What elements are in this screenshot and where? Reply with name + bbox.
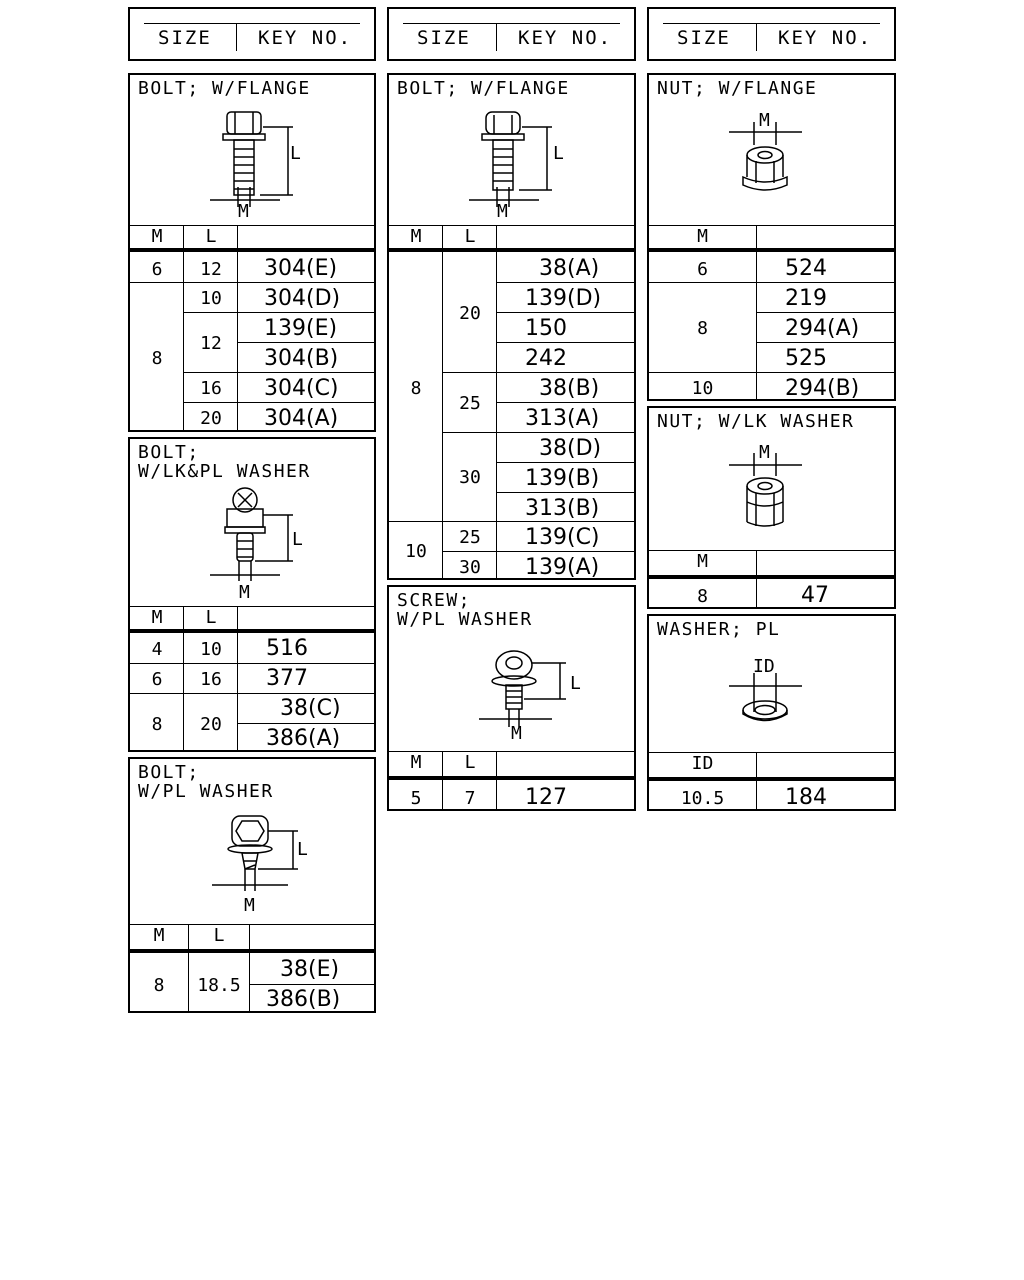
table-cell: 10 [200,639,222,660]
table-cell: 8 [697,586,708,607]
key-number: 304(D) [264,286,341,311]
key-number: 242 [525,346,567,371]
table-cell: 8 [151,348,163,369]
table-cell: 10 [405,541,427,562]
col-m-header: M [153,925,165,946]
panel-title: BOLT; W/FLANGE [397,78,570,99]
col-id-header: ID [691,753,714,774]
table-cell: 20 [200,408,222,429]
table-header [130,606,374,633]
table-cell: 10 [691,378,714,399]
table-cell: 7 [464,788,476,809]
nut-lk-washer-panel [647,406,896,609]
key-number: 524 [785,256,827,281]
key-number: 313(B) [525,496,600,521]
dim-m-label: M [759,442,770,463]
size-key-header-col1 [128,7,376,61]
col-m-header: M [410,752,422,773]
flange-bolt-icon [464,107,564,217]
col-m-header: M [151,607,163,628]
key-number: 38(D) [539,436,602,461]
dim-l-label: L [292,529,303,550]
washer-screw-icon [474,645,574,745]
table-cell: 12 [200,333,222,354]
flange-nut-icon [724,117,824,207]
key-number: 139(A) [525,555,600,580]
table-header [389,751,634,780]
table-cell: 10.5 [680,788,725,809]
dim-m-label: M [511,723,522,744]
bolt-flange-panel-1 [128,73,376,432]
size-key-header-col2 [387,7,636,61]
key-number: 516 [266,636,308,661]
table-cell: 6 [697,259,708,280]
lock-washer-bolt-icon [205,487,305,597]
key-number: 139(D) [525,286,602,311]
key-number: 47 [801,583,829,608]
table-cell: 30 [459,467,481,488]
dim-l-label: L [290,143,301,164]
bolt-lk-pl-washer-panel [128,437,376,752]
size-label: SIZE [158,27,212,49]
key-number: 219 [785,286,827,311]
key-no-label: KEY NO. [518,27,613,49]
table-cell: 20 [459,303,481,324]
dim-m-label: M [759,110,770,131]
col-l-header: L [205,607,217,628]
key-number: 294(A) [785,316,860,341]
key-number: 38(E) [280,957,340,982]
table-cell: 16 [200,669,222,690]
table-cell: 8 [697,318,708,339]
col-l-header: L [213,925,225,946]
key-number: 304(A) [264,406,339,431]
col-m-header: M [410,226,422,247]
col-l-header: L [205,226,217,247]
table-cell: 8 [153,975,165,996]
bolt-flange-panel-2 [387,73,636,580]
size-key-header-col3 [647,7,896,61]
size-label: SIZE [677,27,731,49]
key-number: 386(B) [266,987,341,1012]
table-cell: 8 [410,378,422,399]
key-number: 525 [785,346,827,371]
dim-l-label: L [570,673,581,694]
dim-m-label: M [244,895,255,916]
table-header [130,924,374,953]
plain-washer-icon [724,668,824,738]
table-header [130,225,374,252]
key-number: 304(E) [264,256,338,281]
table-cell: 20 [200,714,222,735]
key-number: 184 [785,785,827,810]
table-cell: 6 [151,669,163,690]
table-cell: 12 [200,259,222,280]
key-no-label: KEY NO. [258,27,353,49]
key-number: 38(B) [539,376,600,401]
key-number: 377 [266,666,308,691]
col-m-header: M [697,551,708,572]
lock-washer-nut-icon [724,448,824,538]
dim-l-label: L [297,839,308,860]
table-cell: 4 [151,639,163,660]
table-cell: 5 [410,788,422,809]
key-number: 304(B) [264,346,339,371]
key-number: 150 [525,316,567,341]
table-cell: 10 [200,288,222,309]
size-label: SIZE [417,27,471,49]
dim-id-label: ID [753,656,775,677]
bolt-pl-washer-panel [128,757,376,1013]
panel-title: BOLT; W/FLANGE [138,78,311,99]
table-header [649,752,894,781]
key-number: 139(E) [264,316,338,341]
nut-flange-panel [647,73,896,401]
key-number: 304(C) [264,376,339,401]
dim-m-label: M [239,582,250,603]
panel-title: BOLT; W/LK&PL WASHER [138,442,311,482]
table-cell: 6 [151,259,163,280]
table-cell: 25 [459,393,481,414]
panel-title: NUT; W/FLANGE [657,78,818,99]
table-header [389,225,634,252]
col-m-header: M [697,226,708,247]
table-header [649,550,894,579]
panel-title: WASHER; PL [657,619,781,640]
key-number: 139(C) [525,525,600,550]
panel-title: SCREW; W/PL WASHER [397,590,533,630]
key-number: 294(B) [785,376,860,401]
col-l-header: L [464,752,476,773]
dim-m-label: M [238,201,249,222]
panel-title: NUT; W/LK WASHER [657,411,855,432]
col-m-header: M [151,226,163,247]
key-no-label: KEY NO. [778,27,873,49]
panel-title: BOLT; W/PL WASHER [138,762,274,802]
table-cell: 25 [459,527,481,548]
table-cell: 8 [151,714,163,735]
table-cell: 16 [200,378,222,399]
key-number: 127 [525,785,567,810]
dim-m-label: M [497,201,508,222]
key-number: 386(A) [266,726,341,751]
washer-bolt-icon [210,811,310,911]
washer-pl-panel [647,614,896,811]
key-number: 38(A) [539,256,600,281]
key-number: 139(B) [525,466,600,491]
dim-l-label: L [553,143,564,164]
col-l-header: L [464,226,476,247]
key-number: 313(A) [525,406,600,431]
table-cell: 30 [459,557,481,578]
table-cell: 18.5 [197,975,241,996]
key-number: 38(C) [280,696,341,721]
screw-pl-washer-panel [387,585,636,811]
table-header [649,225,894,252]
